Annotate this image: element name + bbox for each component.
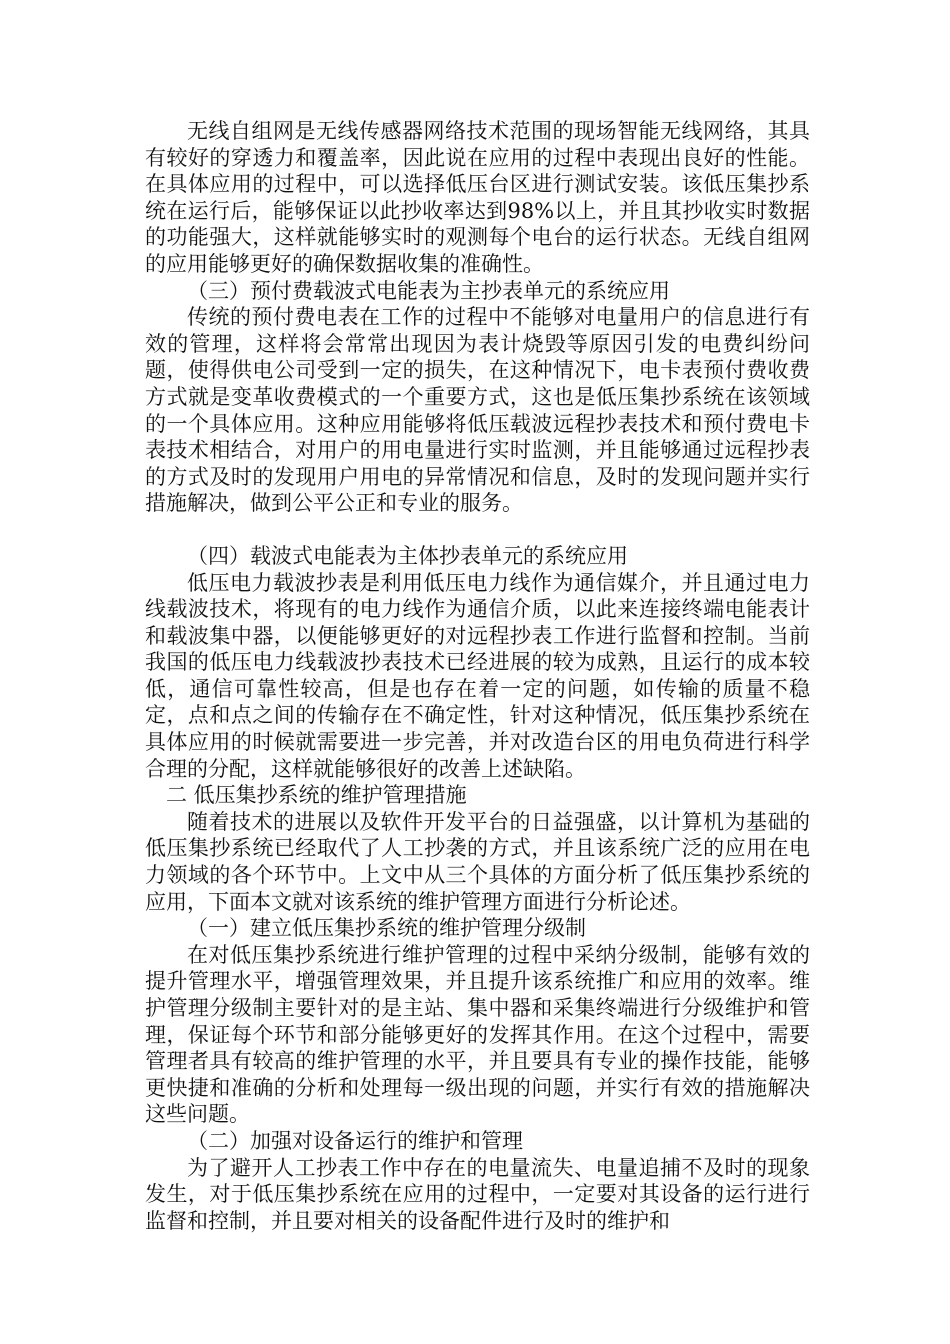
heading-prepaid-carrier-meter: （三）预付费载波式电能表为主抄表单元的系统应用 (187, 278, 670, 303)
paragraph-prepaid-meter: 传统的预付费电表在工作的过程中不能够对电量用户的信息进行有效的管理，这样将会常常出现因为表计烧毁等原因引发的电费纠纷问题，使得供电公司受到一定的损失，在这种情况下，电卡表预付费收费方式就是变革收费模式的一个重要方式，这也是低压集抄系统在该领域的一个具体应用。这种应用能够将低压载波远程抄表技术和预付费电卡表技术相结合，对用户的用电量进行实时监测，并且能够通过远程抄表的方式及时的发现用户用电的异常情况和信息，及时的发现问题并实行措施解决，做到公平公正和专业的服务。 (145, 305, 810, 516)
paragraph-maintenance-intro: 随着技术的进展以及软件开发平台的日益强盛，以计算机为基础的低压集抄系统已经取代了人工抄袭的方式，并且该系统广泛的应用在电力领域的各个环节中。上文中从三个具体的方面分析了低压集抄系统的应用，下面本文就对该系统的维护管理方面进行分析论述。 (145, 809, 810, 914)
paragraph-equipment-maintenance: 为了避开人工抄表工作中存在的电量流失、电量追捕不及时的现象发生，对于低压集抄系统在应用的过程中，一定要对其设备的运行进行监督和控制，并且要对相关的设备配件进行及时的维护和 (145, 1155, 810, 1233)
paragraph-hierarchical-maintenance: 在对低压集抄系统进行维护管理的过程中采纳分级制，能够有效的提升管理水平，增强管理效果，并且提升该系统推广和应用的效率。维护管理分级制主要针对的是主站、集中器和采集终端进行分级维护和管理，保证每个环节和部分能够更好的发挥其作用。在这个过程中，需要管理者具有较高的维护管理的水平，并且要具有专业的操作技能，能够更快捷和准确的分析和处理每一级出现的问题，并实行有效的措施解决这些问题。 (145, 942, 810, 1127)
section-heading-maintenance: 二 低压集抄系统的维护管理措施 (166, 783, 467, 808)
heading-equipment-maintenance: （二）加强对设备运行的维护和管理 (187, 1128, 523, 1153)
heading-carrier-meter-main: （四）载波式电能表为主体抄表单元的系统应用 (187, 543, 628, 568)
blank-line (145, 517, 810, 543)
document-body (145, 118, 810, 1234)
paragraph-power-line-carrier: 低压电力载波抄表是利用低压电力线作为通信媒介，并且通过电力线载波技术，将现有的电力线作为通信介质，以此来连接终端电能表计和载波集中器，以便能够更好的对远程抄表工作进行监督和控制。当前我国的低压电力线载波抄表技术已经进展的较为成熟，且运行的成本较低，通信可靠性较高，但是也存在着一定的问题，如传输的质量不稳定，点和点之间的传输存在不确定性，针对这种情况，低压集抄系统在具体应用的时候就需要进一步完善，并对改造台区的用电负荷进行科学合理的分配，这样就能够很好的改善上述缺陷。 (145, 570, 810, 781)
heading-hierarchical-maintenance: （一）建立低压集抄系统的维护管理分级制 (187, 916, 586, 941)
paragraph-wireless-adhoc: 无线自组网是无线传感器网络技术范围的现场智能无线网络，其具有较好的穿透力和覆盖率，因此说在应用的过程中表现出良好的性能。在具体应用的过程中，可以选择低压台区进行测试安装。该低压集抄系统在运行后，能够保证以此抄收率达到98%以上，并且其抄收实时数据的功能强大，这样就能够实时的观测每个电台的运行状态。无线自组网的应用能够更好的确保数据收集的准确性。 (145, 119, 810, 276)
